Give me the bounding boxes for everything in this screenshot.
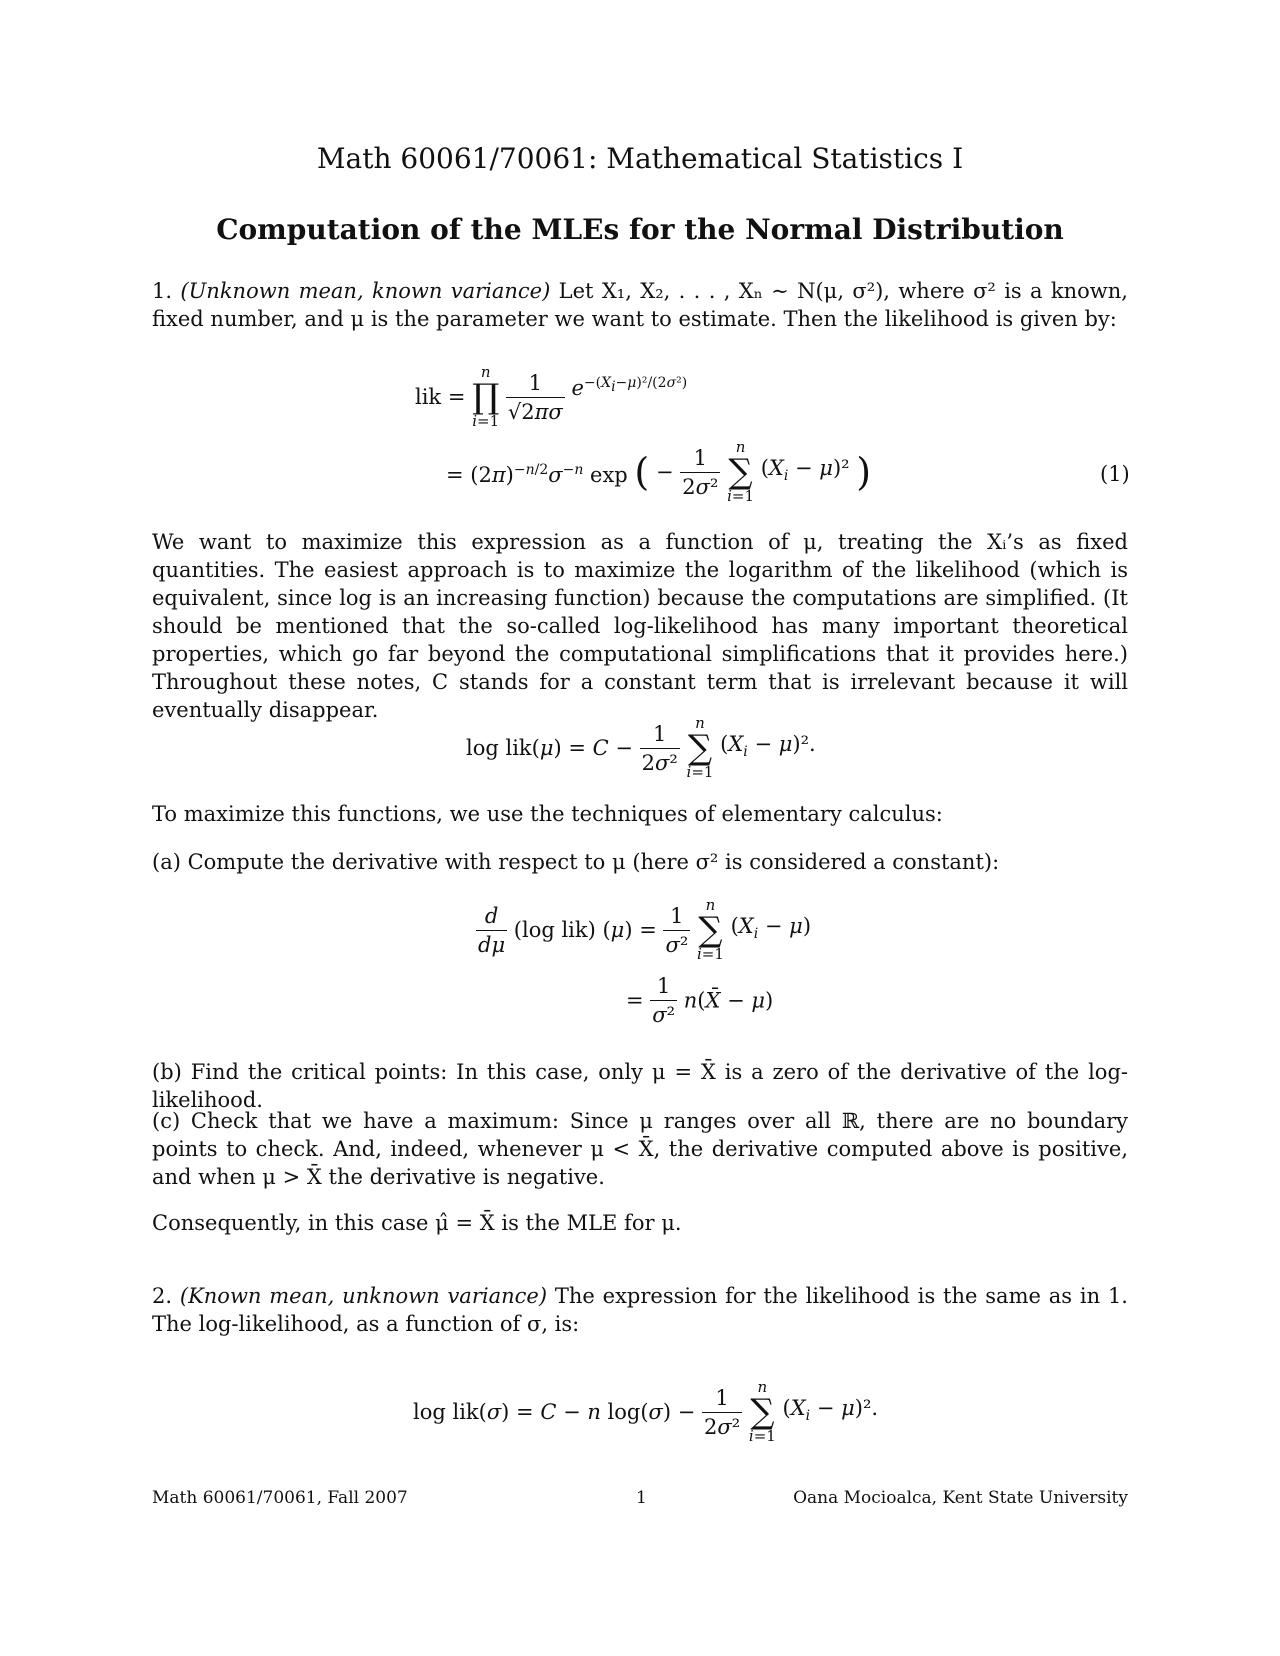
section1-number: 1. xyxy=(152,279,173,303)
section2-number: 2. xyxy=(152,1284,173,1308)
step-a: (a) Compute the derivative with respect to μ (here σ² is considered a constant): xyxy=(152,850,1000,874)
section2-label: (Known mean, unknown variance) xyxy=(179,1284,548,1308)
calc-intro: To maximize this functions, we use the techniques of elementary calculus: xyxy=(152,802,943,826)
derivative-equation-line1: $\frac{d}{d\mu}$ (log lik) (μ) = $\frac{1}{\text{σ²}}$ n ∑ i=1 $(X_i - \mu)$ xyxy=(478,896,812,963)
page-number: 1 xyxy=(636,1488,647,1508)
section1-label: (Unknown mean, known variance) xyxy=(180,279,551,303)
section2-intro-rest: The expression for the likelihood is the same as in 1. The log-likelihood, as a function of σ, is: xyxy=(152,1284,1128,1336)
document-title: Computation of the MLEs for the Normal Distribution xyxy=(216,213,1064,246)
step-c: (c) Check that we have a maximum: Since μ ranges over all ℝ, there are no boundary points to check. And, indeed, whenever μ < X̄, the derivative computed above is positive, and when μ > X̄ the derivative is negative. xyxy=(152,1109,1128,1189)
equation-number: (1) xyxy=(1100,462,1130,486)
likelihood-equation-line1: lik = n ∏ i=1 $\frac{1}{√2\pi\sigma}$ $e^{-(X_i-\mu)^2/(2\sigma^2)}$ xyxy=(415,363,688,430)
section2-intro xyxy=(152,1282,1128,1338)
loglik-mu-equation: log lik(μ) = C − $\frac{1}{\text{2σ²}}$ n ∑ i=1 $(X_i - \mu)^2$. xyxy=(466,714,816,781)
course-title: Math 60061/70061: Mathematical Statistics I xyxy=(316,142,964,175)
section1-intro xyxy=(152,277,1128,333)
footer-author: Oana Mocioalca, Kent State University xyxy=(793,1488,1128,1508)
loglik-sigma-equation: log lik(σ) = C − n log(σ) − $\frac{1}{\text{2σ²}}$ n ∑ i=1 $(X_i - \mu)^2$. xyxy=(413,1378,879,1445)
footer-course: Math 60061/70061, Fall 2007 xyxy=(152,1488,408,1508)
derivative-equation-line2: = $\frac{1}{\text{σ²}}$ n(X̄ − μ) xyxy=(626,974,774,1027)
step-b: (b) Find the critical points: In this case, only μ = X̄ is a zero of the derivative of the log-likelihood. xyxy=(152,1060,1128,1112)
section1-intro-rest: number, and μ is the parameter we want to estimate. Then the likelihood is given by: xyxy=(210,307,1117,331)
section1-paragraph: We want to maximize this expression as a function of μ, treating the Xᵢ’s as fixed quantities. The easiest approach is to maximize the logarithm of the likelihood (which is equivalent, since log is an increasing function) because the computations are simplified. (It should be mentioned that the so-called log-likelihood has many important theoretical properties, which go far beyond the computational simplifications that it provides here.) Throughout these notes, C stands for a constant term that is irrelevant because it will eventually disappear. xyxy=(152,530,1128,722)
conclusion: Consequently, in this case μ̂ = X̄ is the MLE for μ. xyxy=(152,1211,682,1235)
section1-intro-lead: Let X₁, X₂, . . . , Xₙ ∼ N(μ, σ²), where σ² is a known, fixed xyxy=(152,279,1128,331)
likelihood-equation-line2: = $(2\pi)^{-n/2}\sigma^{-n}$ exp ( − $\frac{1}{\text{2σ²}}$ n ∑ i=1 $(X_i - \mu)^2$ ) xyxy=(446,438,872,505)
